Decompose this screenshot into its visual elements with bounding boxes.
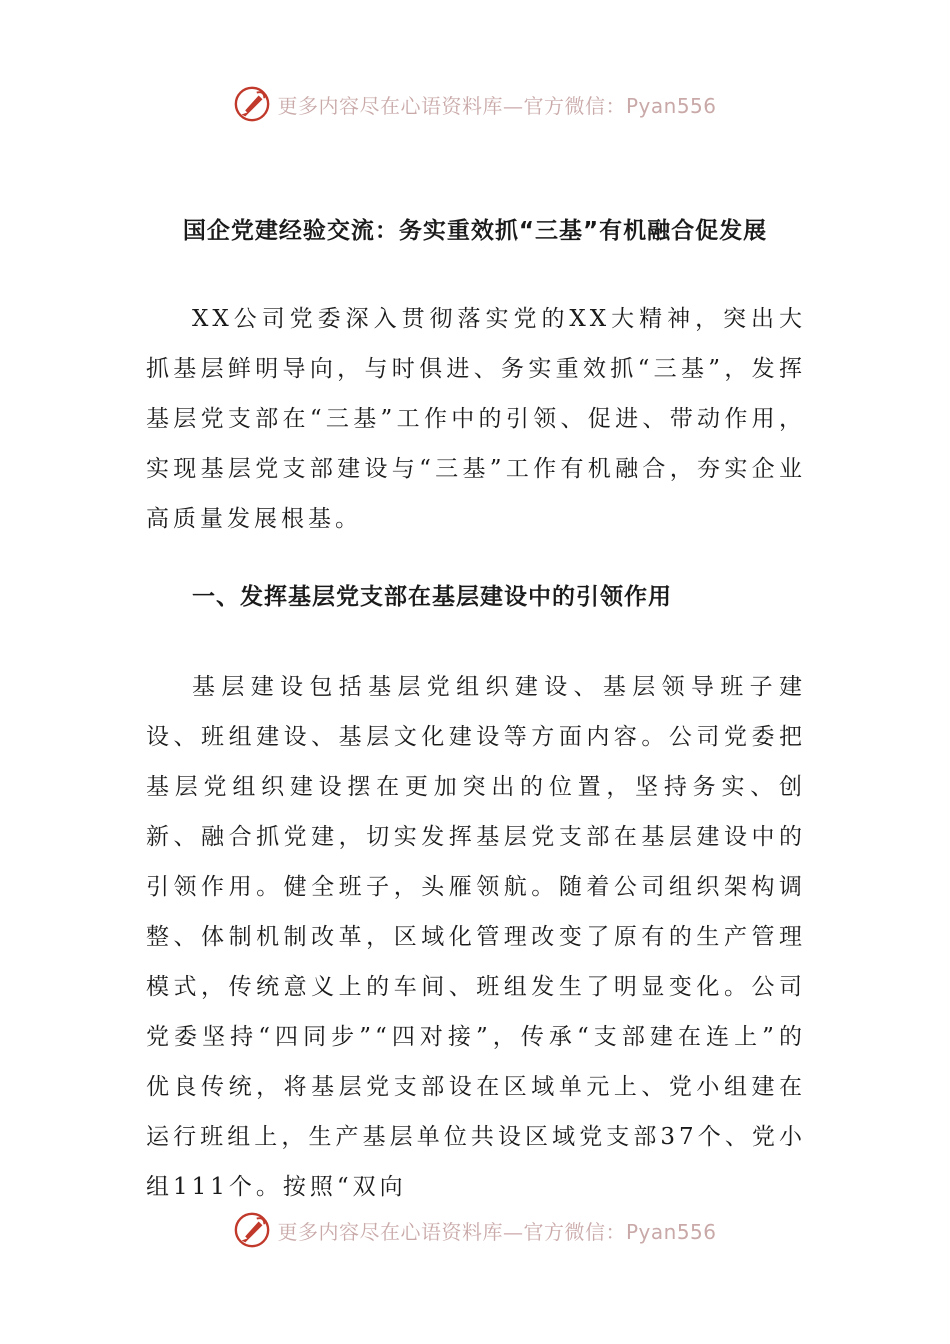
page-title: 国企党建经验交流：务实重效抓“三基”有机融合促发展 — [182, 218, 768, 244]
pen-logo-icon — [233, 1211, 271, 1249]
header-watermark-banner — [0, 82, 950, 126]
banner-text: 更多内容尽在心语资料库—官方微信：Pyan556 — [277, 1219, 717, 1244]
section-body-paragraph: 基层建设包括基层党组织建设、基层领导班子建设、班组建设、基层文化建设等方面内容。公司党委把基层党组织建设摆在更加突出的位置，坚持务实、创新、融合抓党建，切实发挥基层党支部在基层建设中的引领作用。健全班子，头雁领航。随着公司组织架构调整、体制机制改革，区域化管理改变了原有的生产管理模式，传统意义上的车间、班组发生了明显变化。公司党委坚持“四同步”“四对接”，传承“支部建在连上”的优良传统，将基层党支部设在区域单元上、党小组建在运行班组上，生产基层单位共设区域党支部37个、党小组111个。按照“双向 — [146, 674, 806, 1200]
wechat-id: Pyan556 — [625, 1219, 717, 1244]
wechat-id: Pyan556 — [625, 93, 717, 118]
section-heading: 一、发挥基层党支部在基层建设中的引领作用 — [192, 584, 672, 610]
footer-watermark-banner — [0, 1208, 950, 1252]
banner-text: 更多内容尽在心语资料库—官方微信：Pyan556 — [277, 93, 717, 118]
pen-logo-icon — [233, 85, 271, 123]
intro-paragraph: XX公司党委深入贯彻落实党的XX大精神，突出大抓基层鲜明导向，与时俱进、务实重效抓“三基”，发挥基层党支部在“三基”工作中的引领、促进、带动作用，实现基层党支部建设与“三基”工作有机融合，夯实企业高质量发展根基。 — [146, 306, 806, 532]
